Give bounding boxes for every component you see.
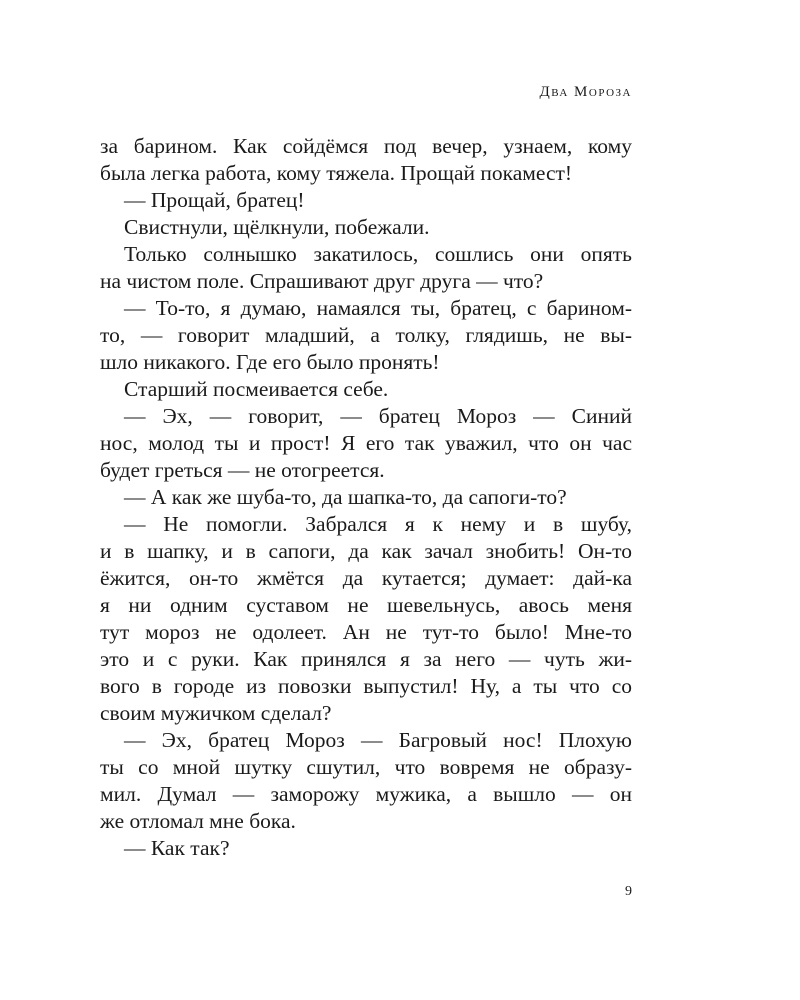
text-line: — Не помогли. Забрался я к нему и в шубу, — [124, 512, 632, 536]
text-line: Только солнышко закатилось, сошлись они опять — [124, 242, 632, 266]
text-line: шло никакого. Где его было пронять! — [100, 350, 440, 374]
page-number: 9 — [625, 884, 632, 899]
text-line: ты со мной шутку сшутил, что вовремя не образу- — [100, 755, 632, 779]
text-line: это и с руки. Как принялся я за него — чуть жи- — [100, 647, 632, 671]
text-line: Старший посмеивается себе. — [124, 377, 389, 401]
text-line: Свистнули, щёлкнули, побежали. — [124, 215, 430, 239]
text-line: на чистом поле. Спрашивают друг друга — что? — [100, 269, 544, 293]
text-line: — А как же шуба-то, да шапка-то, да сапоги-то? — [124, 485, 567, 509]
text-line: — Прощай, братец! — [124, 188, 305, 212]
text-line: своим мужичком сделал? — [100, 701, 332, 725]
text-line: же отломал мне бока. — [100, 809, 296, 833]
body-text — [100, 133, 632, 862]
text-line: была легка работа, кому тяжела. Прощай покамест! — [100, 161, 573, 185]
text-line: — То-то, я думаю, намаялся ты, братец, с барином- — [124, 296, 632, 320]
text-line: тут мороз не одолеет. Ан не тут-то было! Мне-то — [100, 620, 632, 644]
text-line: мил. Думал — заморожу мужика, а вышло — он — [100, 782, 632, 806]
text-line: за барином. Как сойдёмся под вечер, узнаем, кому — [100, 134, 632, 158]
text-line: — Эх, братец Мороз — Багровый нос! Плохую — [124, 728, 632, 752]
text-line: вого в городе из повозки выпустил! Ну, а ты что со — [100, 674, 632, 698]
text-line: и в шапку, и в сапоги, да как зачал знобить! Он-то — [100, 539, 632, 563]
text-line: нос, молод ты и прост! Я его так уважил, что он час — [100, 431, 632, 455]
text-line: — Как так? — [124, 836, 230, 860]
text-line: будет греться — не отогреется. — [100, 458, 385, 482]
text-line: я ни одним суставом не шевельнусь, авось меня — [100, 593, 632, 617]
text-line: ёжится, он-то жмётся да кутается; думает: дай-ка — [100, 566, 632, 590]
running-head: Два Мороза — [539, 84, 632, 100]
text-line: — Эх, — говорит, — братец Мороз — Синий — [124, 404, 632, 428]
text-line: то, — говорит младший, а толку, глядишь, не вы- — [100, 323, 632, 347]
